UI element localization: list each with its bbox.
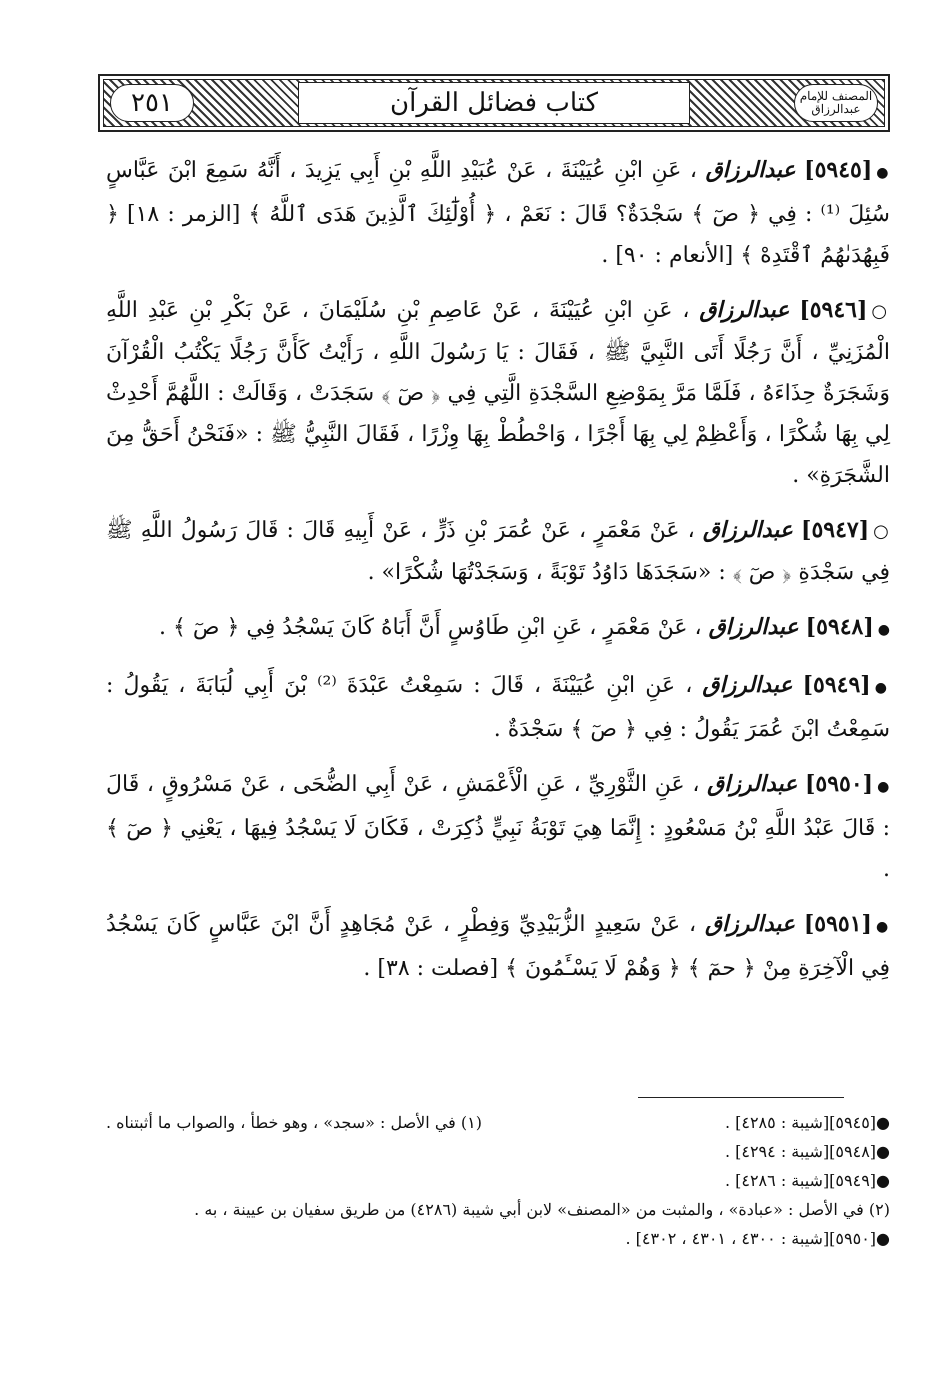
footnote-2: (٢) في الأصل : «عبادة» ، والمثبت من «المصنف» لابن أبي شيبة (٤٢٨٦) من طريق سفيان بن عيينة ، به . — [194, 1200, 890, 1219]
chapter-title: كتاب فضائل القرآن — [298, 82, 690, 124]
hadith-text: ، عَنْ مَعْمَرٍ ، عَنْ عُمَرَ بْنِ ذَرٍّ ، عَنْ أَبِيهِ قَالَ : قَالَ رَسُولُ اللَّهِ ﷺ فِي سَجْدَةِ ﴿ صٓ ﴾ : «سَجَدَهَا دَاوُدُ تَوْبَةً ، وَسَجَدْتُهَا شُكْرًا» . — [106, 518, 890, 585]
hadith-text: ، عَنِ ابْنِ عُيَيْنَةَ ، عَنْ عَاصِمِ بْنِ سُلَيْمَانَ ، عَنْ بَكْرِ بْنِ عَبْدِ اللَّهِ الْمُزَنِيِّ ، أَنَّ رَجُلًا أَتَى النَّبِيَّ ﷺ ، فَقَالَ : يَا رَسُولَ اللَّهِ ، رَأَيْتُ كَأَنَّ رَجُلًا يَكْتُبُ الْقُرْآنَ وَشَجَرَةٌ حِذَاءَهُ ، فَلَمَّا مَرَّ بِمَوْضِعِ السَّجْدَةِ الَّتِي فِي ﴿ صٓ ﴾ سَجَدَتْ ، وَقَالَتْ : اللَّهُمَّ أَحْدِثْ لِي بِهَا شُكْرًا ، وَأَعْظِمْ لِي بِهَا أَجْرًا ، وَاحْطُطْ بِهَا وِزْرًا ، فَقَالَ النَّبِيُّ ﷺ : «فَنَحْنُ أَحَقُّ مِنَ الشَّجَرَةِ» . — [106, 298, 890, 488]
hadith-5950 — [106, 764, 890, 890]
hadith-number: [٥٩٤٨] — [805, 614, 874, 640]
hadith-number: [٥٩٤٩] — [802, 672, 871, 698]
hadith-text: ، عَنِ ابْنِ عُيَيْنَةَ ، قَالَ : سَمِعْتُ عَبْدَةَ ⁽²⁾ بْنَ أَبِي لُبَابَةَ ، يَقُولُ : سَمِعْتُ ابْنَ عُمَرَ يَقُولُ : فِي ﴿ صٓ ﴾ سَجْدَةٌ . — [106, 673, 890, 742]
source-reference: ●[٥٩٥٠][شيبة : ٤٣٠٠ ، ٤٣٠١ ، ٤٣٠٢] . — [625, 1229, 890, 1248]
page-number: ٢٥١ — [110, 84, 194, 122]
book-cartouche: المصنف للإمام عبدالرزاق — [794, 84, 878, 122]
hadith-number: [٥٩٥٠] — [804, 771, 874, 797]
hadith-number: [٥٩٤٥] — [804, 157, 873, 183]
bullet-icon: ● — [875, 919, 890, 935]
bullet-icon: ● — [874, 680, 891, 696]
main-text — [106, 150, 890, 1003]
hadith-5949 — [106, 665, 890, 750]
source-reference: ●[٥٩٤٩][شيبة : ٤٢٨٦] . — [724, 1171, 890, 1190]
author-name: عبدالرزاق — [707, 771, 798, 797]
author-name: عبدالرزاق — [704, 911, 796, 937]
source-reference: ●[٥٩٤٨][شيبة : ٤٢٩٤] . — [724, 1142, 890, 1161]
footnote-1: (١) في الأصل : «سجد» ، وهو خطأ ، والصواب ما أثبتناه . — [106, 1113, 482, 1132]
source-reference: ●[٥٩٤٥][شيبة : ٤٢٨٥] . — [724, 1113, 890, 1132]
hadith-5947 — [106, 510, 890, 593]
footnote-separator — [638, 1097, 844, 1098]
circle-icon: ○ — [871, 301, 891, 322]
author-name: عبدالرزاق — [708, 614, 799, 640]
hadith-number: [٥٩٥١] — [803, 911, 872, 937]
footnote-row — [106, 1108, 890, 1137]
author-name: عبدالرزاق — [702, 517, 793, 543]
hadith-text: ، عَنِ ابْنِ عُيَيْنَةَ ، عَنْ عُبَيْدِ اللَّهِ بْنِ أَبِي يَزِيدَ ، أَنَّهُ سَمِعَ ابْنَ عَبَّاسٍ سُئِلَ ⁽¹⁾ : فِي ﴿ صٓ ﴾ سَجْدَةٌ؟ قَالَ : نَعَمْ ، ﴿ أُوْلَٰٓئِكَ ٱلَّذِينَ هَدَى ٱللَّهُ ﴾ [الزمر : ١٨] ﴿ فَبِهُدَىٰهُمُ ٱقْتَدِهْ ﴾ [الأنعام : ٩٠] . — [106, 158, 890, 268]
circle-icon: ○ — [873, 521, 890, 542]
author-name: عبدالرزاق — [699, 297, 790, 323]
footnotes — [106, 1108, 890, 1253]
hadith-5945 — [106, 150, 890, 276]
bullet-icon: ● — [877, 622, 890, 638]
hadith-5946 — [106, 290, 890, 496]
page-header — [98, 74, 890, 132]
author-name: عبدالرزاق — [705, 157, 796, 183]
hadith-5951 — [106, 904, 890, 989]
hadith-number: [٥٩٤٦] — [799, 297, 868, 323]
hadith-5948 — [106, 607, 890, 651]
author-name: عبدالرزاق — [702, 672, 793, 698]
hadith-text: ، عَنْ سَعِيدٍ الزُّبَيْدِيِّ وَفِطْرٍ ، عَنْ مُجَاهِدٍ أَنَّ ابْنَ عَبَّاسٍ كَانَ يَسْجُدُ فِي الْآخِرَةِ مِنْ ﴿ حمٓ ﴾ ﴿ وَهُمْ لَا يَسْـَٔمُونَ ﴾ [فصلت : ٣٨] . — [106, 912, 890, 981]
bullet-icon: ● — [876, 165, 891, 181]
hadith-number: [٥٩٤٧] — [801, 517, 870, 543]
bullet-icon: ● — [877, 779, 890, 795]
hadith-text: ، عَنِ الثَّوْرِيِّ ، عَنِ الْأَعْمَشِ ، عَنْ أَبِي الضُّحَى ، عَنْ مَسْرُوقٍ ، قَالَ : قَالَ عَبْدُ اللَّهِ بْنُ مَسْعُودٍ : إِنَّمَا هِيَ تَوْبَةُ نَبِيٍّ ذُكِرَتْ ، فَكَانَ لَا يَسْجُدُ فِيهَا ، يَعْنِي ﴿ صٓ ﴾ . — [106, 772, 890, 882]
hadith-text: ، عَنْ مَعْمَرٍ ، عَنِ ابْنِ طَاوُسٍ أَنَّ أَبَاهُ كَانَ يَسْجُدُ فِي ﴿ صٓ ﴾ . — [159, 615, 702, 640]
